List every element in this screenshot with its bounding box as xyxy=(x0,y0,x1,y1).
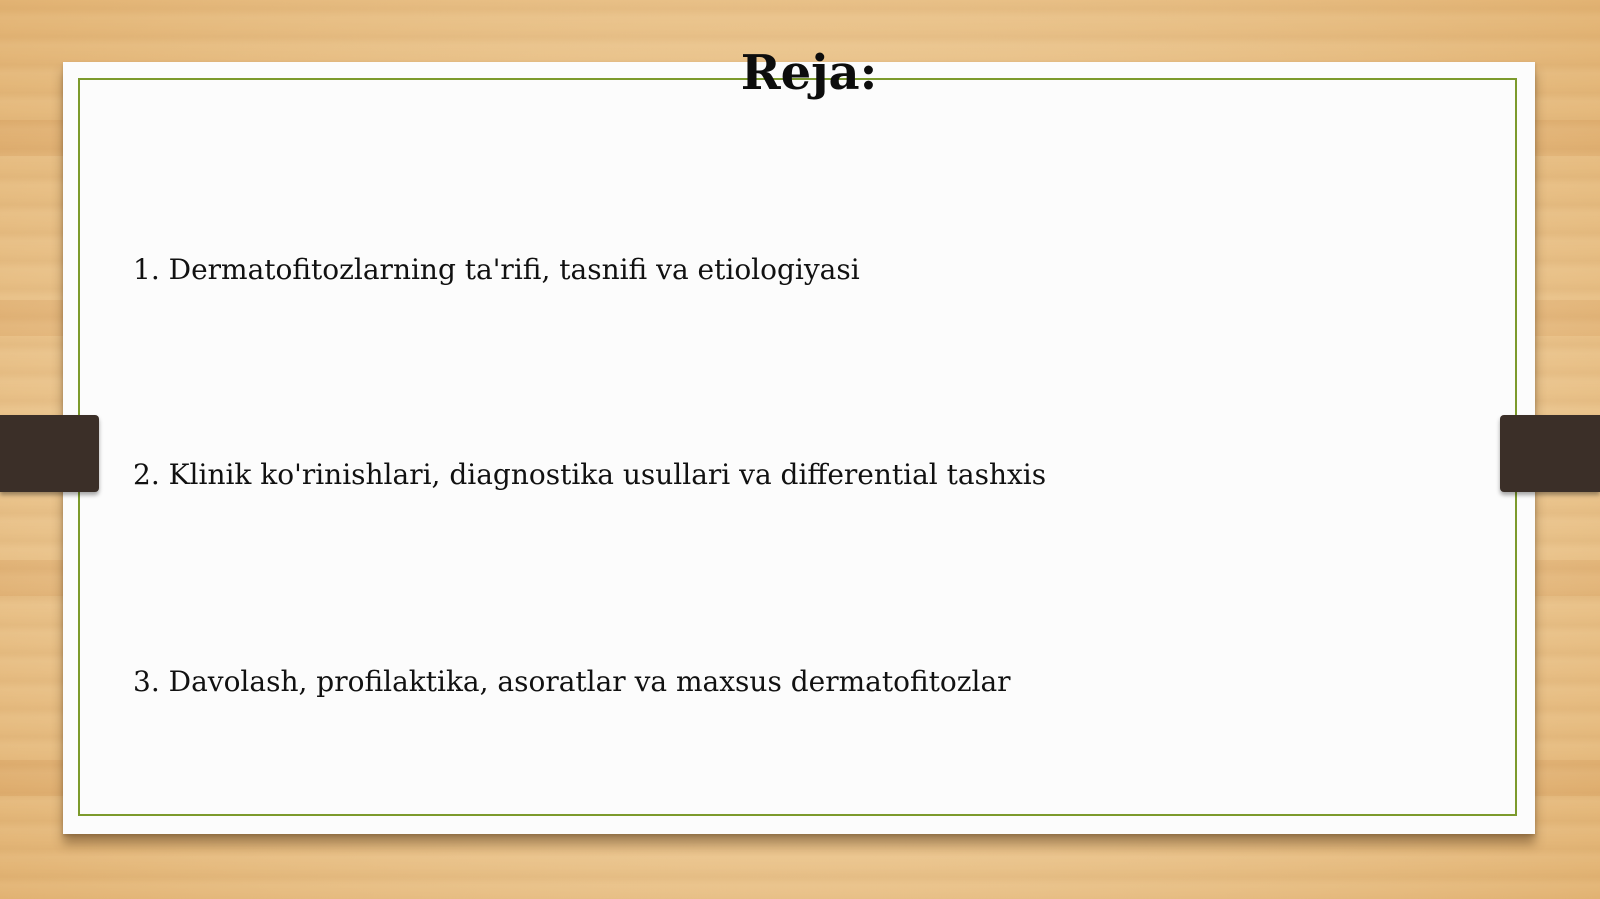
slide-title: Reja: xyxy=(740,45,878,101)
plan-item-3: 3. Davolash, profilaktika, asoratlar va maxsus dermatofitozlar xyxy=(133,665,1011,698)
left-binder-strap xyxy=(0,415,99,492)
slide-paper xyxy=(63,62,1535,834)
slide-frame-border xyxy=(78,78,1517,816)
plan-item-1: 1. Dermatofitozlarning ta'rifi, tasnifi va etiologiyasi xyxy=(133,253,860,286)
plan-item-2: 2. Klinik ko'rinishlari, diagnostika usullari va differential tashxis xyxy=(133,458,1047,491)
right-binder-strap xyxy=(1500,415,1600,492)
